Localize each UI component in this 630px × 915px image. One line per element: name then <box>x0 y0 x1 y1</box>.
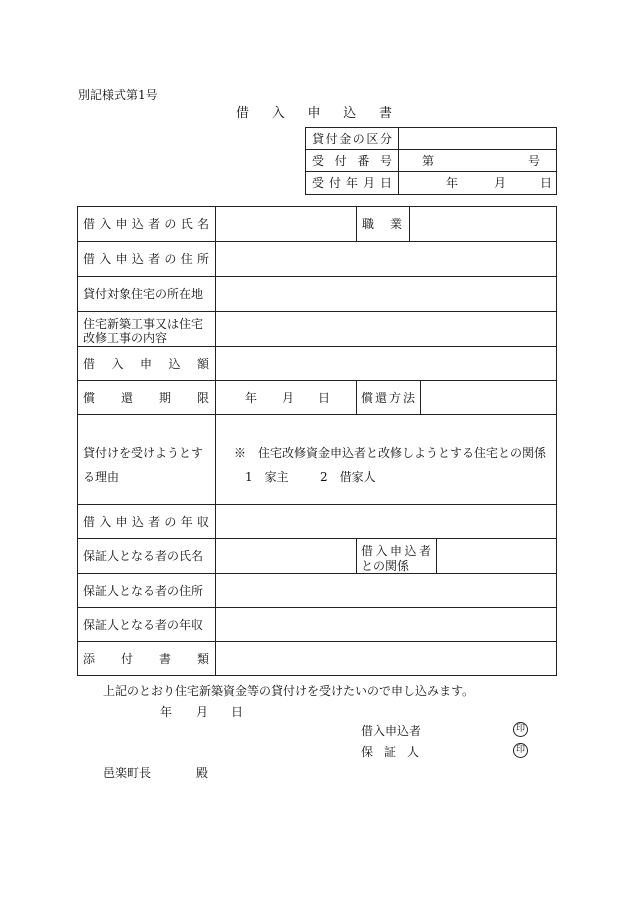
honorific: 殿 <box>196 766 209 780</box>
reception-date-year: 年 <box>446 176 459 190</box>
deadline-day: 日 <box>318 390 331 405</box>
reception-label-number: 受 付 番 号 <box>312 154 392 168</box>
form-number: 別記様式第1号 <box>78 88 158 102</box>
footer-month: 月 <box>196 705 209 719</box>
footer-year: 年 <box>160 705 173 719</box>
label-repayment-deadline: 償 還 期 限 <box>83 390 209 405</box>
label-house-location: 貸付対象住宅の所在地 <box>83 287 204 301</box>
reception-number-suffix: 号 <box>528 154 541 168</box>
label-relation-2: との関係 <box>361 559 410 573</box>
footer-applicant-label: 借入申込者 <box>361 724 422 738</box>
page-title: 借 入 申 込 書 <box>236 106 392 121</box>
label-relation-1: 借 入 申 込 者 <box>361 544 431 558</box>
loan-amount-field[interactable] <box>217 348 555 378</box>
label-annual-income: 借 入 申 込 者 の 年 収 <box>83 514 209 529</box>
deadline-year: 年 <box>245 390 258 405</box>
label-reason-2: る理由 <box>83 470 120 484</box>
label-applicant-name: 借 入 申 込 者 の 氏 名 <box>83 217 209 231</box>
annual-income-field[interactable] <box>217 506 555 536</box>
applicant-address-field[interactable] <box>217 243 555 274</box>
application-statement: 上記のとおり住宅新築資金等の貸付けを受けたいので申し込みます。 <box>103 684 475 698</box>
label-guarantor-address: 保証人となる者の住所 <box>83 583 204 598</box>
label-reason-1: 貸付けを受けようとす <box>83 446 204 460</box>
relation-field[interactable] <box>438 540 555 571</box>
label-occupation: 職 業 <box>362 217 402 231</box>
reception-date-month: 月 <box>494 176 507 190</box>
reason-option-landlord[interactable]: 1 家主 <box>245 470 289 484</box>
work-content-field[interactable] <box>217 313 555 344</box>
reason-note: ※ 住宅改修資金申込者と改修しようとする住宅との関係 <box>234 446 547 460</box>
deadline-month: 月 <box>282 390 295 405</box>
label-loan-amount: 借 入 申 込 額 <box>83 356 209 371</box>
applicant-name-field[interactable] <box>217 208 354 239</box>
attachments-field[interactable] <box>217 643 555 674</box>
addressee: 邑楽町長 <box>103 766 152 780</box>
label-applicant-address: 借 入 申 込 者 の 住 所 <box>83 252 209 266</box>
label-work-content-2: 改修工事の内容 <box>83 331 168 345</box>
reception-label-date: 受 付 年 月 日 <box>312 176 392 190</box>
label-attachments: 添 付 書 類 <box>83 652 209 666</box>
guarantor-name-field[interactable] <box>217 540 354 571</box>
reception-label-category: 貸 付 金 の 区 分 <box>312 132 392 146</box>
label-guarantor-name: 保証人となる者の氏名 <box>83 549 204 563</box>
label-work-content-1: 住宅新築工事又は住宅 <box>83 317 204 331</box>
guarantor-income-field[interactable] <box>217 609 555 639</box>
reception-number-prefix: 第 <box>422 154 435 168</box>
seal-icon: 印 <box>513 743 528 758</box>
footer-guarantor-label: 保 証 人 <box>361 745 419 759</box>
label-guarantor-income: 保証人となる者の年収 <box>83 617 204 632</box>
footer-day: 日 <box>231 705 244 719</box>
label-repayment-method: 償 還 方 法 <box>361 390 415 405</box>
reason-option-tenant[interactable]: 2 借家人 <box>320 470 376 484</box>
house-location-field[interactable] <box>217 278 555 309</box>
seal-icon: 印 <box>513 722 528 737</box>
reception-value-category[interactable] <box>400 130 554 147</box>
guarantor-address-field[interactable] <box>217 575 555 605</box>
reception-date-day: 日 <box>540 176 553 190</box>
occupation-field[interactable] <box>411 208 555 239</box>
repayment-method-field[interactable] <box>422 382 555 412</box>
